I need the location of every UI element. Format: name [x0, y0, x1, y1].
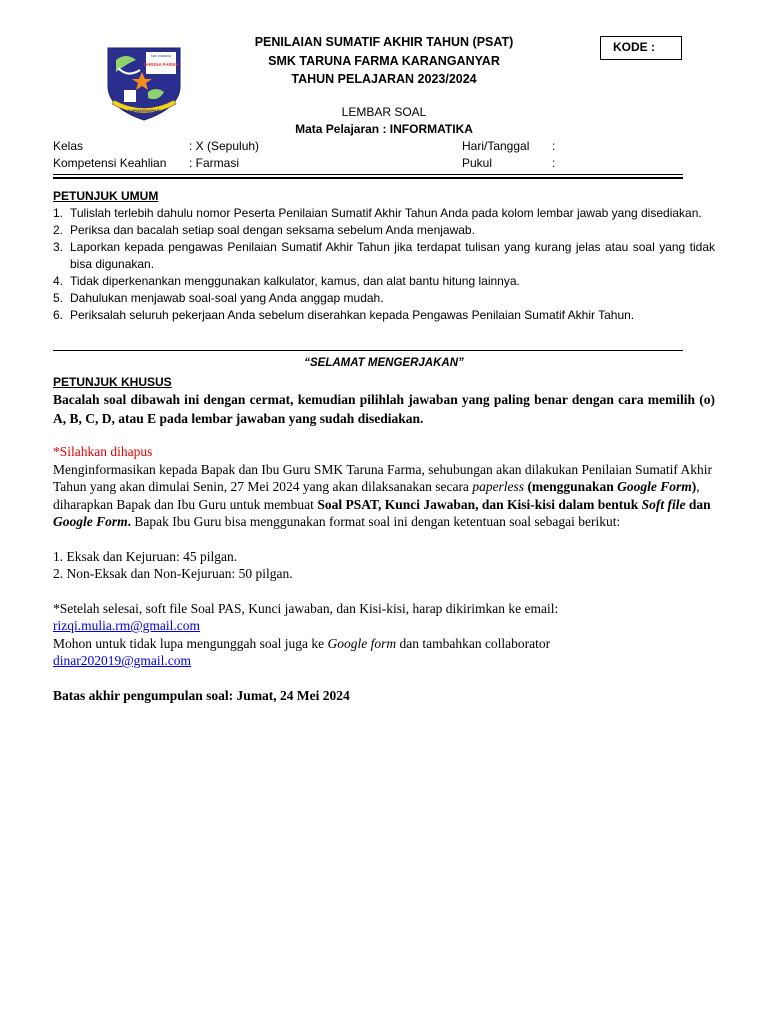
school-logo-icon — [104, 42, 184, 122]
petunjuk-umum-heading: PETUNJUK UMUM — [53, 189, 159, 203]
quota-item-1: 1. Eksak dan Kejuruan: 45 pilgan. — [53, 548, 238, 564]
item-number: 3. — [53, 240, 64, 254]
list-item — [53, 239, 715, 272]
list-item — [53, 222, 715, 239]
list-item — [53, 273, 715, 290]
google-form-text: Google Form — [617, 479, 692, 494]
item-number: 2. — [53, 223, 64, 237]
item-number: 5. — [53, 290, 64, 305]
paperless-text: paperless — [472, 479, 525, 494]
item-text: Periksalah seluruh pekerjaan Anda sebelum diserahkan kepada Pengawas Penilaian Sumatif Akhir Tahun. — [70, 307, 635, 322]
pukul-value: : — [552, 156, 556, 170]
kompetensi-label: Kompetensi Keahlian — [53, 156, 167, 170]
item-text: Periksa dan bacalah setiap soal dengan seksama sebelum Anda menjawab. — [70, 223, 475, 237]
item-text: Tidak diperkenankan menggunakan kalkulator, kamus, dan alat bantu hitung lainnya. — [70, 273, 520, 288]
item-text: Dahulukan menjawab soal-soal yang Anda anggap mudah. — [70, 290, 384, 305]
kelas-value: : X (Sepuluh) — [189, 139, 260, 153]
notice-text: . — [127, 514, 132, 529]
logo-bottom-text: KARANGANYAR — [128, 108, 160, 113]
kelas-label: Kelas — [53, 139, 84, 153]
divider-top-1 — [53, 174, 683, 175]
header-title: PENILAIAN SUMATIF AKHIR TAHUN (PSAT) — [254, 35, 514, 49]
notice-text: Bapak Ibu Guru bisa menggunakan format soal ini dengan ketentuan soal sebagai berikut: — [131, 514, 621, 529]
item-number: 6. — [53, 307, 64, 322]
mohon-note — [53, 635, 715, 653]
mata-pelajaran: Mata Pelajaran : INFORMATIKA — [295, 122, 473, 136]
list-item — [53, 290, 715, 307]
lembar-title: LEMBAR SOAL — [341, 105, 427, 119]
list-item — [53, 307, 715, 324]
notice-text: dan — [685, 496, 711, 512]
quota-item-2: 2. Non-Eksak dan Non-Kejuruan: 50 pilgan. — [53, 566, 293, 581]
notice-text: Menginformasikan kepada Bapak dan Ibu Guru SMK Taruna Farma, sehubungan akan dilakukan Penilaian Sumatif Akhir Tahun yang akan dimulai Senin, 27 Mei 2024 yang akan dilaksanakan secara — [53, 461, 713, 494]
item-number: 1. — [53, 206, 64, 220]
google-form-text: Google Form — [53, 514, 128, 529]
notice-block — [53, 443, 715, 704]
item-number: 4. — [53, 273, 64, 288]
header-year: TAHUN PELAJARAN 2023/2024 — [291, 72, 477, 86]
notice-text: ) — [691, 479, 697, 494]
lembar-soal-block — [205, 104, 563, 138]
kode-box: KODE : — [600, 36, 682, 60]
header-school: SMK TARUNA FARMA KARANGANYAR — [268, 53, 500, 68]
list-item — [53, 205, 715, 222]
pukul-label: Pukul — [462, 156, 493, 170]
email-link-1[interactable]: rizqi.mulia.rm@gmail.com — [53, 618, 201, 633]
deadline: Batas akhir pengumpulan soal: Jumat, 24 Mei 2024 — [53, 687, 350, 703]
notice-text: Soal PSAT, Kunci Jawaban, dan Kisi-kisi dalam bentuk — [317, 496, 642, 512]
hari-value: : — [552, 139, 556, 153]
petunjuk-khusus-text: Bacalah soal dibawah ini dengan cermat, kemudian pilihlah jawaban yang paling benar dengan cara memilih (o) A, B, C, D, atau E pada lembar jawaban yang sudah disediakan. — [53, 392, 715, 426]
divider-middle — [53, 350, 683, 351]
document-header — [205, 33, 563, 89]
logo-top-text: SMK FARMASI — [150, 54, 172, 58]
logo-brand-text: TARUNA FARMA — [143, 62, 179, 67]
notice-text: (menggunakan — [524, 479, 618, 494]
after-note: *Setelah selesai, soft file Soal PAS, Kunci jawaban, dan Kisi-kisi, harap dikirimkan ke email: — [53, 600, 559, 616]
notice-text: , diharapkan Bapak dan Ibu Guru untuk membuat — [53, 479, 700, 512]
notice-text: dan tambahkan collaborator — [396, 635, 551, 651]
email-link-2[interactable]: dinar202019@gmail.com — [53, 653, 192, 668]
divider-top-2 — [53, 177, 683, 179]
item-text: Tulislah terlebih dahulu nomor Peserta Penilaian Sumatif Akhir Tahun Anda pada kolom lembar jawab yang disediakan. — [70, 206, 702, 220]
soft-file-text: Soft file — [641, 496, 686, 512]
notice-paragraph — [53, 461, 715, 531]
kompetensi-value: : Farmasi — [189, 156, 240, 170]
hari-label: Hari/Tanggal — [462, 139, 530, 153]
petunjuk-khusus-heading: PETUNJUK KHUSUS — [53, 375, 172, 389]
notice-title: *Silahkan dihapus — [53, 444, 153, 459]
google-form-text: Google form — [327, 635, 397, 651]
item-text: Laporkan kepada pengawas Penilaian Sumatif Akhir Tahun jika terdapat tulisan yang kurang jelas atau soal yang tidak bisa digunakan. — [70, 240, 715, 271]
selamat-mengerjakan: “SELAMAT MENGERJAKAN” — [304, 357, 464, 369]
petunjuk-umum-list — [53, 205, 715, 324]
notice-text: Mohon untuk tidak lupa mengunggah soal juga ke — [53, 635, 328, 651]
